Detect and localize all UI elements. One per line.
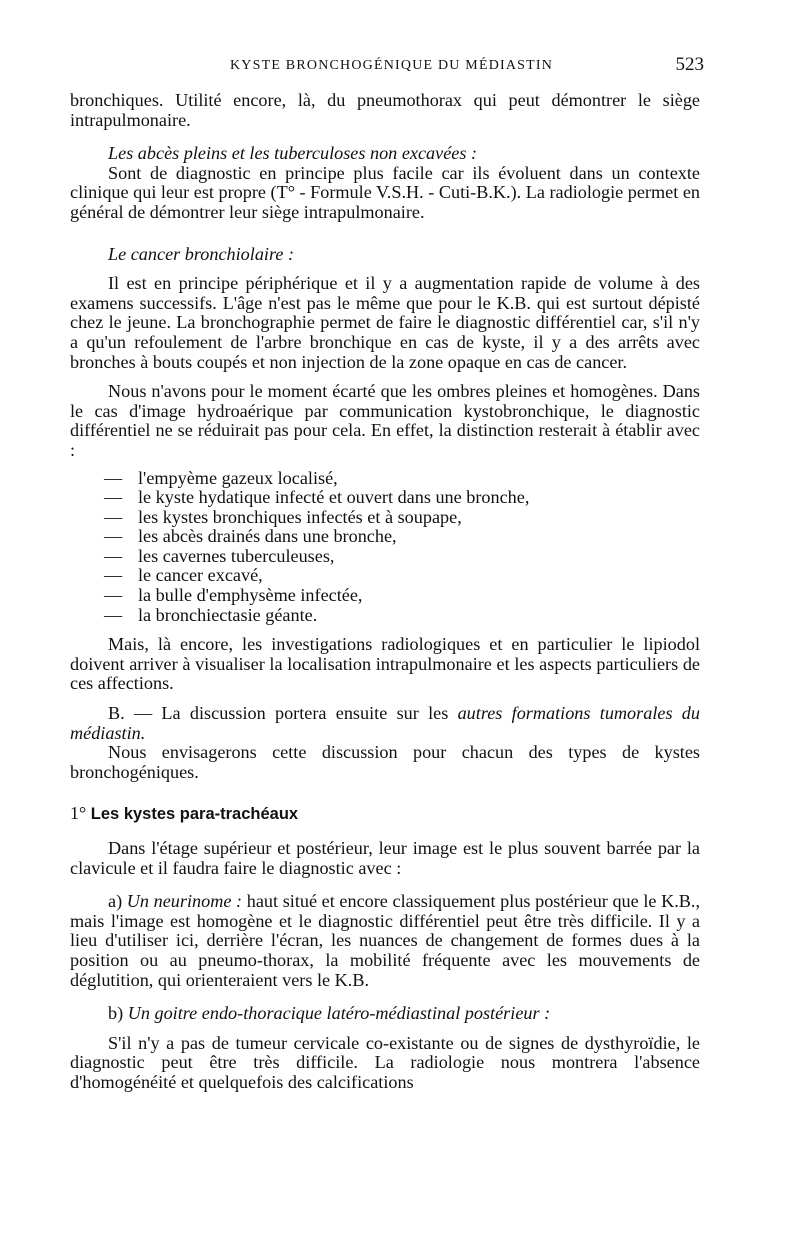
paragraph-etage-superieur: Dans l'étage supérieur et postérieur, leur image est le plus souvent barrée par la clavicule et il faudra faire le diagnostic avec : [70, 838, 700, 878]
list-item: — l'empyème gazeux localisé, [104, 467, 338, 488]
subheading-abces: Les abcès pleins et les tuberculoses non excavées : [108, 143, 478, 164]
paragraph-lipiodol: Mais, là encore, les investigations radiologiques et en particulier le lipiodol doivent arriver à visualiser la localisation intrapulmonaire et les aspects particuliers de ces affections. [70, 634, 700, 694]
subheading-goitre: b) Un goitre endo-thoracique latéro-médiastinal postérieur : [108, 1003, 551, 1024]
body-text [70, 91, 700, 1093]
section-heading-para-tracheaux: 1° Les kystes para-trachéaux [70, 803, 299, 824]
paragraph-envisagerons: Nous envisagerons cette discussion pour chacun des types de kystes bronchogéniques. [70, 742, 700, 782]
list-item: — la bronchiectasie géante. [104, 604, 318, 625]
paragraph-cancer: Il est en principe périphérique et il y a augmentation rapide de volume à des examens successifs. L'âge n'est pas le même que pour le K.B. qui est surtout dépisté chez le jeune. La bronchographie permet de faire le diagnostic différentiel car, s'il n'y a qu'un refoulement de l'arbre bronchique en cas de kyste, il y a des arrêts avec bronches à bouts coupés et non injection de la zone opaque en cas de cancer. [70, 273, 700, 372]
differential-list [70, 469, 700, 626]
list-item: — la bulle d'emphysème infectée, [104, 585, 363, 606]
paragraph-hydroaerique: Nous n'avons pour le moment écarté que les ombres pleines et homogènes. Dans le cas d'image hydroaérique par communication kystobronchique, le diagnostic différentiel ne se réduirait pas pour cela. En effet, la distinction resterait à établir avec : [70, 381, 700, 460]
list-item: — les abcès drainés dans une bronche, [104, 526, 397, 547]
page-header [70, 54, 704, 80]
list-item: — les cavernes tuberculeuses, [104, 545, 335, 566]
list-item: — le cancer excavé, [104, 565, 263, 586]
list-item: — le kyste hydatique infecté et ouvert dans une bronche, [104, 487, 530, 508]
paragraph-goitre: S'il n'y a pas de tumeur cervicale co-existante ou de signes de dysthyroïdie, le diagnostic peut être très difficile. La radiologie nous montrera l'absence d'homogénéité et quelquefois des calcifications [70, 1032, 700, 1092]
paragraph-neurinome: a) Un neurinome : haut situé et encore classiquement plus postérieur que le K.B., mais l'image est homogène et le diagnostic différentiel peut être très difficile. Il y a lieu d'utiliser ici, derrière l'écran, les nuances de changement de formes dues à la position ou au pneumo-thorax, la mobilité fréquente avec les mouvements de déglutition, qui orienteraient vers le K.B. [70, 891, 701, 990]
paragraph-abces: Sont de diagnostic en principe plus facile car ils évoluent dans un contexte clinique qui leur est propre (T° - Formule V.S.H. - Cuti-B.K.). La radiologie permet en général de démontrer leur siège intrapulmonaire. [70, 162, 700, 222]
paragraph-section-b: B. — La discussion portera ensuite sur les autres formations tumorales du médiastin. [70, 703, 700, 743]
page-number: 523 [675, 54, 704, 75]
list-item: — les kystes bronchiques infectés et à soupape, [104, 506, 462, 527]
running-title: KYSTE BRONCHOGÉNIQUE DU MÉDIASTIN [230, 58, 554, 73]
paragraph-continuation: bronchiques. Utilité encore, là, du pneumothorax qui peut démontrer le siège intrapulmonaire. [70, 90, 700, 130]
subheading-cancer: Le cancer bronchiolaire : [108, 243, 295, 264]
